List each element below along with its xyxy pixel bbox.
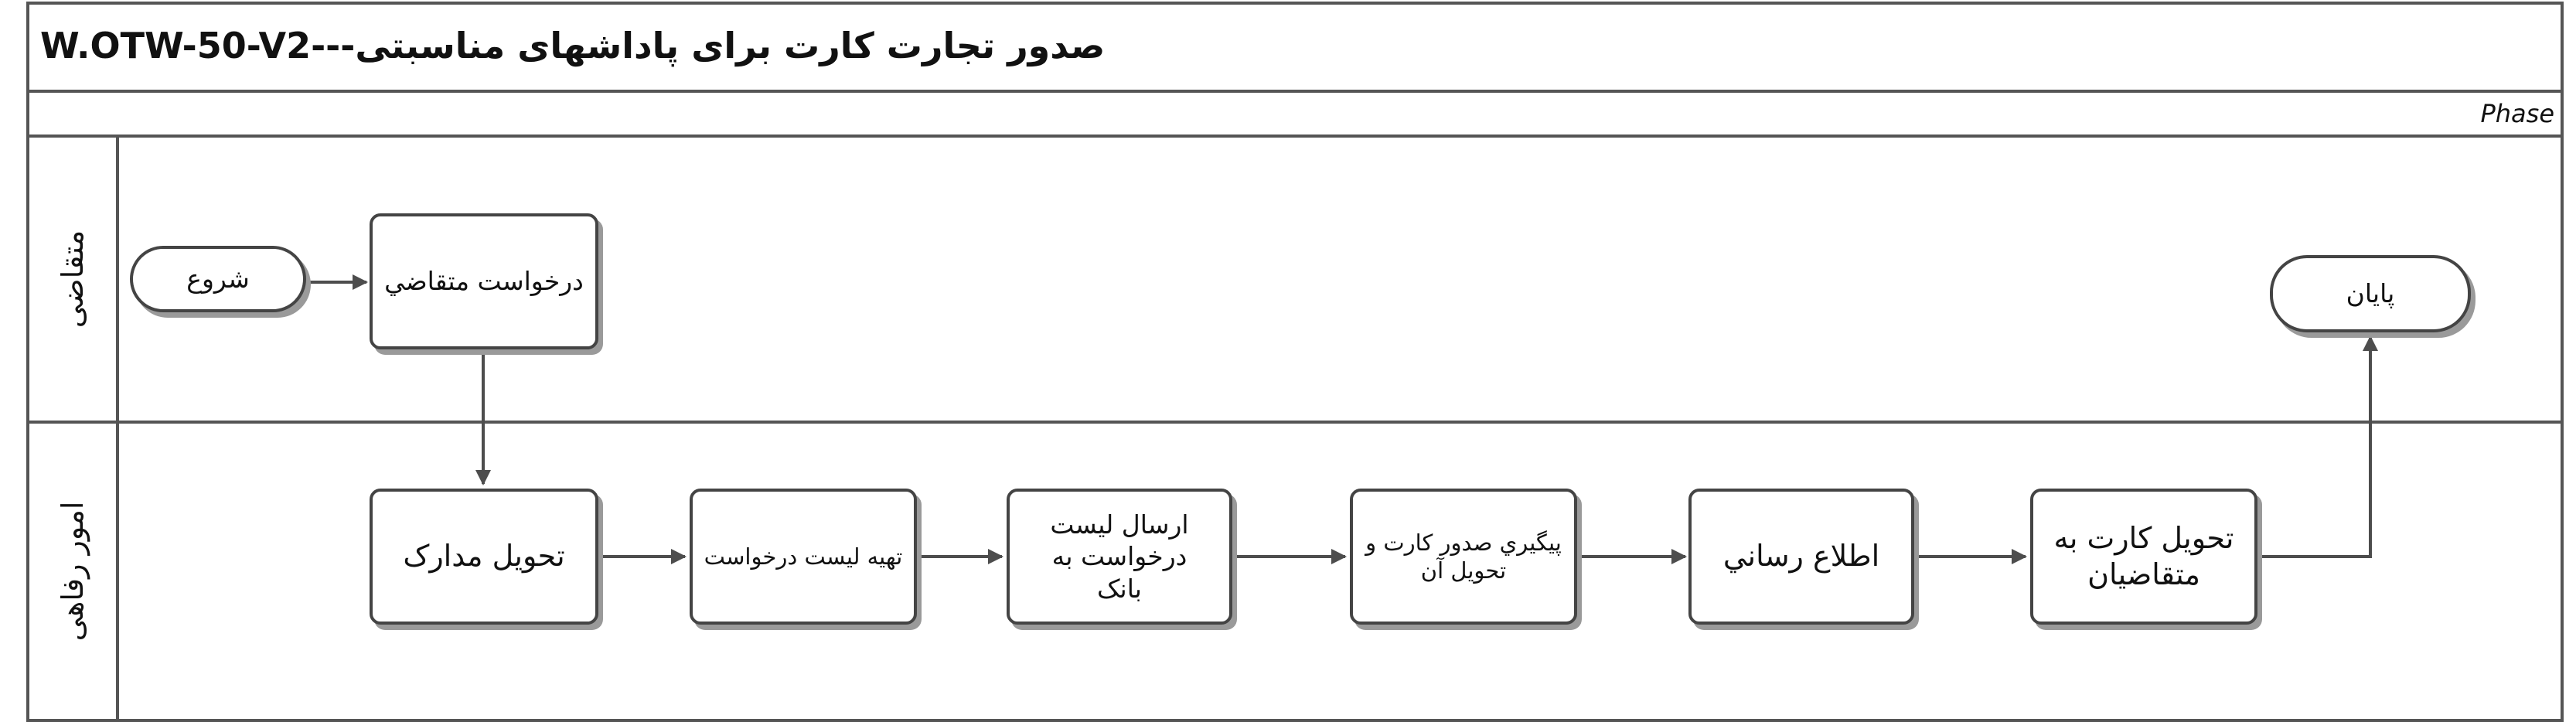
- request-node: درخواست متقاضي: [370, 213, 598, 349]
- start-node: شروع: [130, 246, 306, 312]
- lane-label-welfare: امور رفاهی: [56, 501, 90, 642]
- prepare-list-node: تهيه ليست درخواست: [690, 489, 917, 625]
- deliver-card-node: تحویل کارت به متقاضیان: [2030, 489, 2257, 625]
- notify-node: اطلاع رساني: [1688, 489, 1914, 625]
- follow-issue-node: پیگیري صدور كارت و تحويل آن: [1350, 489, 1577, 625]
- deliver-docs-node: تحویل مدارک: [370, 489, 598, 625]
- phase-label: Phase: [2480, 99, 2554, 128]
- diagram-title: W.OTW-50-V2---صدور تجارت کارت برای پاداشهای مناسبتی: [40, 25, 1106, 66]
- send-list-node: ارسال لیست درخواست به بانک: [1007, 489, 1232, 625]
- arrow-deliver-card-to-end: [2259, 337, 2370, 557]
- lane-label-applicant: متقاضی: [56, 230, 90, 329]
- end-node: پايان: [2270, 255, 2471, 332]
